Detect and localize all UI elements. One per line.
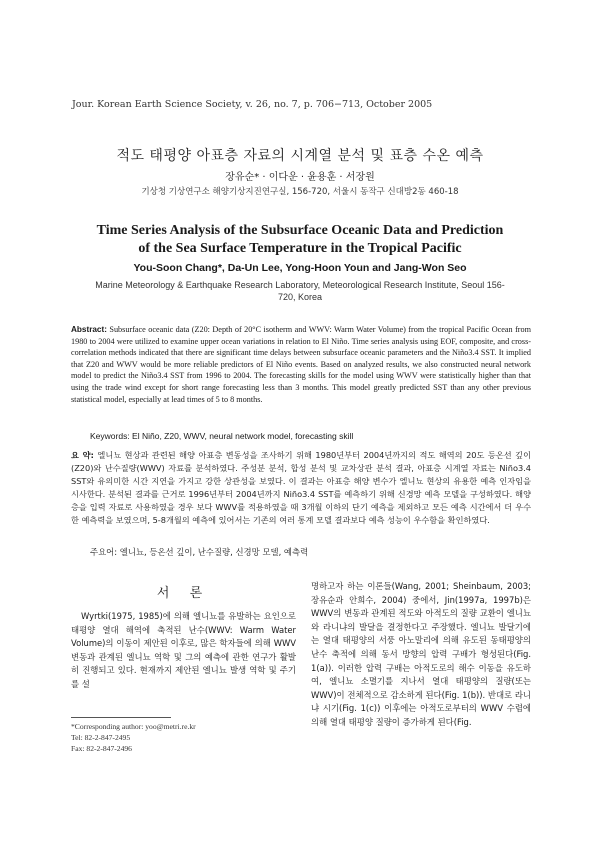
intro-left-column: Wyrtki(1975, 1985)에 의해 엘니뇨를 유발하는 요인으로 태평양 열대 해역에 축적된 난수(WWV: Warm Water Volume)의 이동이 제안된 이후로, 많은 학자들에 의해 WWV 변동과 관계된 엘니뇨 역학 및 그의 예측에 관한 연구가 활발히 진행되고 있다. 현재까지 제안된 엘니뇨 발생 역학 및 주기를 설 (71, 611, 296, 689)
affiliation-korean: 기상청 기상연구소 해양기상지진연구실, 156-720, 서울시 동작구 신대방2동 460-18 (141, 187, 459, 197)
journal-citation: Jour. Korean Earth Science Society, v. 26, no. 7, p. 706−713, October 2005 (72, 99, 433, 110)
authors-korean: 장유순* · 이다운 · 윤용훈 · 서장원 (225, 172, 375, 183)
keywords-korean: 주요어: 엘니뇨, 등온선 깊이, 난수질량, 신경망 모델, 예측력 (90, 547, 309, 557)
footnote-email: *Corresponding author: yoo@metri.re.kr (71, 722, 196, 731)
keywords-english: Keywords: El Niño, Z20, WWV, neural network model, forecasting skill (90, 431, 354, 441)
section-heading-introduction: 서 론 (156, 586, 211, 601)
summary-label: 요 약: (71, 450, 94, 460)
abstract-label: Abstract: (71, 325, 107, 334)
title-korean: 적도 태평양 아표층 자료의 시계열 분석 및 표층 수온 예측 (116, 148, 484, 164)
affiliation-english: Marine Meteorology & Earthquake Research Laboratory, Meteorological Research Institute, Seoul 156-720, Korea (95, 280, 505, 302)
footnote-tel: Tel: 82-2-847-2495 (71, 733, 131, 742)
abstract-text: Subsurface oceanic data (Z20: Depth of 20°C isotherm and WWV: Warm Water Volume) from the tropical Pacific Ocean from 1980 to 2004 were utilized to examine upper ocean variations in relation to El Niño. Time series analysis using EOF, composite, and cross-correlation methods indicated that there are significant time delays between subsurface oceanic parameters and the Niño3.4 SST. It implied that Z20 and WWV would be more reliable predictors of El Niño events. Based on analyzed results, we also constructed neural network model to predict the Niño3.4 SST from 1996 to 2004. The forecasting skills for the model using WWV were statistically higher than that using the trade wind except for short range forecasting less than 3 months. This model greatly predicted SST than any other previous statistical model, especially at lead times of 5 to 8 months. (71, 325, 531, 404)
summary-text: 엘니뇨 현상과 관련된 해양 아표층 변동성을 조사하기 위해 1980년부터 2004년까지의 적도 해역의 20도 등온선 깊이(Z20)와 난수질량(WWV) 자료를 분석하였다. 주성분 분석, 합성 분석 및 교차상관 분석 결과, 아표층 시계열 자료는 Niño3.4 SST와 유의미한 시간 지연을 가지고 강한 상관성을 보였다. 이 결과는 아표층 해양 변수가 엘니뇨 현상의 유용한 예측 인자임을 시사한다. 분석된 결과를 근거로 1996년부터 2004년까지 Niño3.4 SST를 예측하기 위해 신경망 예측 모델을 구성하였다. 해양층을 입력 자료로 사용하였을 경우 보다 WWV를 적용하였을 때 3개월 이하의 단기 예측을 제외하고 모든 예측 시간에서 더 우수한 예측력을 보였으며, 5-8개월의 예측에 있어서는 기존의 여러 통계 모델 결과보다 예측 성능이 우수함을 확인하였다. (71, 450, 531, 525)
abstract (71, 324, 531, 405)
footnote (71, 721, 296, 754)
footnote-fax: Fax: 82-2-847-2496 (71, 744, 132, 753)
authors-english: You-Soon Chang*, Da-Un Lee, Yong-Hoon Youn and Jang-Won Seo (133, 262, 467, 274)
summary-korean (71, 449, 531, 527)
footnote-divider (71, 717, 171, 718)
intro-right-column: 명하고자 하는 이론들(Wang, 2001; Sheinbaum, 2003; 장유순과 안희수, 2004) 중에서, Jin(1997a, 1997b)은 WWV의 변동과 관계된 적도와 아적도의 질량 교환이 엘니뇨와 라니냐의 발달을 결정한다고 주장했다. 엘니뇨 발달기에는 열대 태평양의 서풍 아노말리에 의해 유도된 동태평양의 난수 축적에 의해 동서 방향의 압력 구배가 형성된다(Fig. 1(a)). 이러한 압력 구배는 아적도로의 해수 이동을 유도하여, 엘니뇨 소멸기를 지나서 열대 태평양의 질량(또는 WWV)이 전체적으로 감소하게 된다(Fig. 1(b)). 반대로 라니냐 시기(Fig. 1(c)) 이후에는 아적도로부터의 WWV 수렴에 의해 열대 태평양 질량이 증가하게 된다(Fig. (311, 581, 531, 727)
title-english: Time Series Analysis of the Subsurface Oceanic Data and Prediction of the Sea Surface Temperature in the Tropical Pacific (96, 223, 504, 256)
